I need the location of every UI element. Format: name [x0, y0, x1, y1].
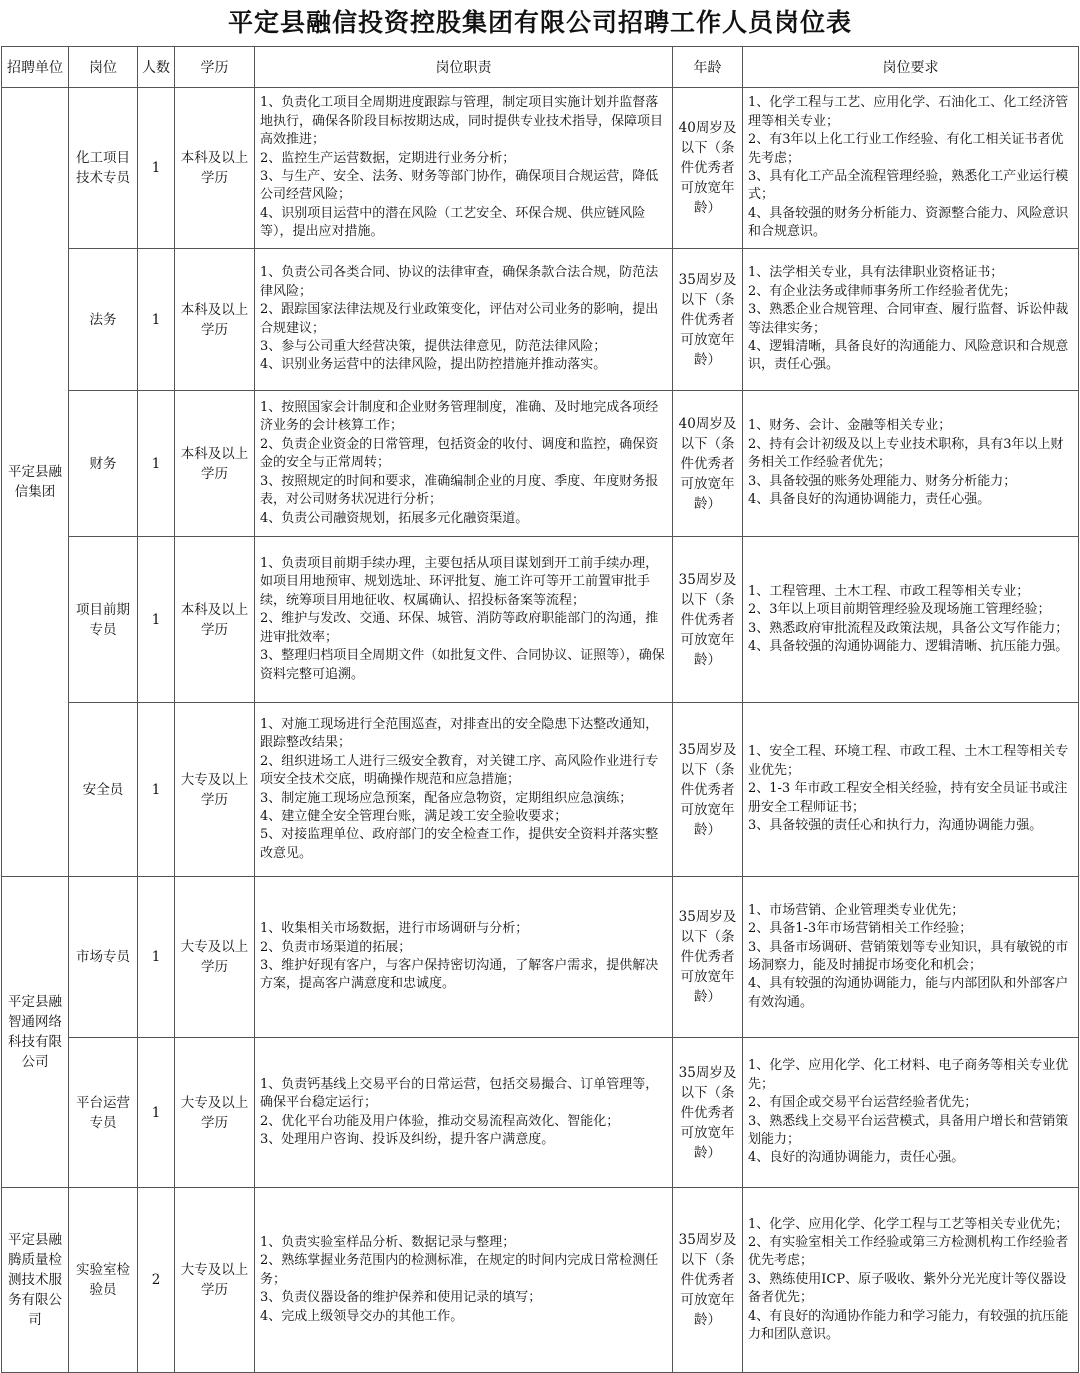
duty-line: 3、按照规定的时间和要求，准确编制企业的月度、季度、年度财务报表，对公司财务状况进行分析；: [260, 473, 659, 508]
requirement-line: 4、良好的沟通协调能力，责任心强。: [748, 1150, 965, 1166]
count-cell: 1: [138, 537, 175, 703]
age-cell: [673, 537, 743, 703]
requirement-line: 3、具有化工产品全流程管理经验，熟悉化工产业运行模式；: [748, 169, 1069, 203]
position-name: 平台运营专员: [76, 1094, 130, 1131]
position-cell: [69, 1188, 138, 1373]
education-cell: [175, 877, 255, 1038]
position-cell: [69, 537, 138, 703]
recruitment-table: [1, 46, 1079, 1373]
unit-name: 平定县融腾质量检测技术服务有限公司: [8, 1232, 62, 1328]
duty-line: 2、负责市场渠道的拓展；: [260, 939, 412, 955]
requirement-line: 1、化学、应用化学、化工材料、电子商务等相关专业优先；: [748, 1058, 1069, 1092]
table-row: [2, 1188, 1079, 1373]
duty-line: 1、负责化工项目全周期进度跟踪与管理，制定项目实施计划并监督落地执行，确保各阶段目标按期达成，同时提供专业技术指导，保障项目高效推进；: [260, 95, 664, 148]
requirement-line: 3、熟悉企业合规管理、合同审查、履行监督、诉讼仲裁等法律实务；: [748, 302, 1069, 336]
age-value: 40周岁及以下（条件优秀者可放宽年龄）: [678, 120, 737, 216]
education-value: 大专及以上学历: [180, 1094, 249, 1131]
duty-line: 1、收集相关市场数据，进行市场调研与分析；: [260, 921, 529, 937]
education-value: 本科及以上学历: [180, 301, 249, 338]
page-title: 平定县融信投资控股集团有限公司招聘工作人员岗位表: [227, 8, 852, 37]
duty-line: 2、维护与发改、交通、环保、城管、消防等政府职能部门的沟通，推进审批效率；: [260, 611, 659, 645]
duties-cell: [255, 1188, 673, 1373]
position-cell: [69, 703, 138, 877]
position-name: 安全员: [82, 781, 124, 798]
requirements-cell: [743, 249, 1079, 391]
requirements-cell: [743, 703, 1079, 877]
requirement-line: 3、熟悉线上交易平台运营模式，具备用户增长和营销策划能力；: [748, 1113, 1069, 1147]
age-cell: [673, 877, 743, 1038]
education-cell: [175, 703, 255, 877]
duty-line: 1、负责实验室样品分析、数据记录与整理；: [260, 1234, 516, 1250]
requirement-line: 2、具备1-3年市场营销相关工作经验；: [748, 921, 973, 937]
header-unit: 招聘单位: [2, 47, 69, 88]
position-name: 财务: [89, 455, 117, 472]
age-cell: [673, 249, 743, 391]
position-cell: [69, 88, 138, 249]
duty-line: 1、负责钙基线上交易平台的日常运营，包括交易撮合、订单管理等，确保平台稳定运行；: [260, 1076, 659, 1111]
count-cell: 1: [138, 877, 175, 1038]
unit-name: 平定县融智通网络科技有限公司: [8, 994, 62, 1070]
education-cell: [175, 391, 255, 537]
table-row: [2, 877, 1079, 1038]
header-age: 年龄: [673, 47, 743, 88]
position-name: 市场专员: [76, 949, 130, 965]
duties-cell: [255, 877, 673, 1038]
requirements-cell: [743, 391, 1079, 537]
duty-line: 3、维护好现有客户，与客户保持密切沟通，了解客户需求，提供解决方案，提高客户满意度和忠诚度。: [260, 958, 659, 992]
requirement-line: 2、持有会计初级及以上专业技术职称，具有3年以上财务相关工作经验者优先；: [748, 436, 1064, 471]
requirement-line: 2、1-3 年市政工程安全相关经验，持有安全员证书或注册安全工程师证书；: [748, 781, 1068, 815]
table-row: [2, 703, 1079, 877]
unit-cell: [2, 1188, 69, 1373]
education-value: 本科及以上学历: [180, 601, 249, 638]
duty-line: 1、对施工现场进行全范围巡查，对排查出的安全隐患下达整改通知，跟踪整改结果；: [260, 716, 659, 751]
duty-line: 4、负责公司融资规划，拓展多元化融资渠道。: [260, 510, 529, 526]
duty-line: 1、负责项目前期手续办理，主要包括从项目谋划到开工前手续办理，如项目用地预审、规划选址、环评批复、施工许可等开工前置审批手续，统筹项目用地征收、权属确认、招投标备案等流程；: [260, 556, 659, 608]
education-cell: [175, 537, 255, 703]
position-name: 化工项目技术专员: [76, 150, 130, 186]
count-cell: 1: [138, 88, 175, 249]
duty-line: 4、建立健全安全管理台账，满足竣工安全验收要求；: [260, 808, 568, 824]
requirement-line: 4、具备良好的沟通协调能力，责任心强。: [748, 492, 991, 508]
requirement-line: 4、具备较强的沟通协调能力、逻辑清晰、抗压能力强。: [748, 638, 1069, 654]
education-cell: [175, 249, 255, 391]
count-cell: 1: [138, 703, 175, 877]
duty-line: 5、对接监理单位、政府部门的安全检查工作，提供安全资料并落实整改意见。: [260, 827, 659, 861]
age-cell: [673, 391, 743, 537]
requirement-line: 2、3年以上项目前期管理经验及现场施工管理经验；: [748, 602, 1051, 618]
duty-line: 2、组织进场工人进行三级安全教育，对关键工序、高风险作业进行专项安全技术交底，明确操作规范和应急措施；: [260, 753, 659, 788]
age-value: 35周岁及以下（条件优秀者可放宽年龄）: [678, 741, 737, 838]
duty-line: 3、制定施工现场应急预案，配备应急物资，定期组织应急演练；: [260, 790, 633, 806]
duty-line: 3、参与公司重大经营决策，提供法律意见，防范法律风险；: [260, 338, 607, 354]
duty-line: 2、监控生产运营数据，定期进行业务分析；: [260, 150, 516, 166]
header-duties: 岗位职责: [255, 47, 673, 88]
table-row: [2, 249, 1079, 391]
duty-line: 2、熟练掌握业务范围内的检测标准，在规定的时间内完成日常检测任务；: [260, 1253, 659, 1287]
age-value: 35周岁及以下（条件优秀者可放宽年龄）: [678, 1232, 737, 1328]
duties-cell: [255, 703, 673, 877]
header-position: 岗位: [69, 47, 138, 88]
age-value: 35周岁及以下（条件优秀者可放宽年龄）: [678, 1064, 737, 1161]
education-cell: [175, 1038, 255, 1188]
duty-line: 1、按照国家会计制度和企业财务管理制度，准确、及时地完成各项经济业务的会计核算工作；: [260, 400, 659, 434]
age-cell: [673, 1038, 743, 1188]
requirement-line: 1、安全工程、环境工程、市政工程、土木工程等相关专业优先；: [748, 744, 1069, 778]
requirement-line: 1、市场营销、企业管理类专业优先；: [748, 902, 965, 918]
requirement-line: 1、工程管理、土木工程、市政工程等相关专业；: [748, 583, 1030, 599]
duty-line: 3、与生产、安全、法务、财务等部门协作，确保项目合规运营，降低公司经营风险；: [260, 169, 659, 203]
duty-line: 4、识别项目运营中的潜在风险（工艺安全、环保合规、供应链风险等），提出应对措施。: [260, 205, 646, 240]
requirement-line: 3、具备较强的账务处理能力、财务分析能力；: [748, 473, 1017, 489]
requirements-cell: [743, 537, 1079, 703]
requirement-line: 3、具备市场调研、营销策划等专业知识，具有敏锐的市场洞察力，能及时捕捉市场变化和机会；: [748, 939, 1069, 973]
count-cell: 2: [138, 1188, 175, 1373]
duties-cell: [255, 1038, 673, 1188]
requirement-line: 2、有国企或交易平台运营经验者优先；: [748, 1095, 978, 1111]
requirement-line: 2、有实验室相关工作经验或第三方检测机构工作经验者优先考虑；: [748, 1234, 1069, 1269]
age-value: 35周岁及以下（条件优秀者可放宽年龄）: [678, 571, 737, 668]
table-row: [2, 88, 1079, 249]
unit-cell: [2, 88, 69, 877]
requirements-cell: [743, 1038, 1079, 1188]
requirement-line: 1、化学工程与工艺、应用化学、石油化工、化工经济管理等相关专业；: [748, 95, 1069, 129]
position-cell: [69, 1038, 138, 1188]
requirements-cell: [743, 88, 1079, 249]
unit-name: 平定县融信集团: [8, 464, 62, 500]
requirement-line: 1、化学、应用化学、化学工程与工艺等相关专业优先；: [748, 1216, 1069, 1232]
education-value: 本科及以上学历: [180, 445, 249, 482]
header-requirements: 岗位要求: [743, 47, 1079, 88]
header-education: 学历: [175, 47, 255, 88]
header-count: 人数: [138, 47, 175, 88]
duty-line: 2、跟踪国家法律法规及行业政策变化，评估对公司业务的影响，提出合规建议；: [260, 302, 659, 336]
requirement-line: 2、有企业法务或律师事务所工作经验者优先；: [748, 283, 1017, 299]
count-cell: 1: [138, 391, 175, 537]
age-cell: [673, 703, 743, 877]
duties-cell: [255, 88, 673, 249]
requirement-line: 4、逻辑清晰，具备良好的沟通能力、风险意识和合规意识，责任心强。: [748, 338, 1069, 373]
table-row: [2, 391, 1079, 537]
position-cell: [69, 249, 138, 391]
age-value: 35周岁及以下（条件优秀者可放宽年龄）: [678, 909, 737, 1005]
position-cell: [69, 877, 138, 1038]
table-row: [2, 1038, 1079, 1188]
education-value: 大专及以上学历: [180, 939, 249, 975]
duty-line: 3、处理用户咨询、投诉及纠纷，提升客户满意度。: [260, 1131, 555, 1147]
duty-line: 4、完成上级领导交办的其他工作。: [260, 1308, 464, 1324]
unit-cell: [2, 877, 69, 1188]
education-value: 大专及以上学历: [180, 771, 249, 808]
duty-line: 3、负责仪器设备的维护保养和使用记录的填写；: [260, 1290, 542, 1306]
education-value: 本科及以上学历: [180, 150, 249, 186]
duty-line: 2、负责企业资金的日常管理，包括资金的收付、调度和监控，确保资金的安全与正常周转；: [260, 436, 659, 471]
requirement-line: 3、具备较强的责任心和执行力，沟通协调能力强。: [748, 818, 1043, 834]
duties-cell: [255, 537, 673, 703]
requirement-line: 1、财务、会计、金融等相关专业；: [748, 418, 952, 434]
requirement-line: 4、具备较强的财务分析能力、资源整合能力、风险意识和合规意识。: [748, 205, 1069, 240]
requirement-line: 2、有3年以上化工行业工作经验、有化工相关证书者优先考虑；: [748, 132, 1064, 166]
requirement-line: 4、有良好的沟通协作能力和学习能力，有较强的抗压能力和团队意识。: [748, 1308, 1069, 1343]
requirement-line: 3、熟练使用ICP、原子吸收、紫外分光光度计等仪器设备者优先；: [748, 1271, 1067, 1306]
requirement-line: 4、具有较强的沟通协调能力，能与内部团队和外部客户有效沟通。: [748, 976, 1069, 1010]
duty-line: 2、优化平台功能及用户体验，推动交易流程高效化、智能化；: [260, 1113, 620, 1129]
duty-line: 4、识别业务运营中的法律风险，提出防控措施并推动落实。: [260, 357, 607, 373]
position-name: 实验室检验员: [76, 1262, 130, 1298]
requirement-line: 1、法学相关专业，具有法律职业资格证书；: [748, 265, 1004, 281]
count-cell: 1: [138, 1038, 175, 1188]
position-cell: [69, 391, 138, 537]
position-name: 法务: [89, 311, 117, 328]
duties-cell: [255, 249, 673, 391]
position-name: 项目前期专员: [76, 601, 130, 638]
age-value: 35周岁及以下（条件优秀者可放宽年龄）: [678, 271, 737, 368]
age-cell: [673, 1188, 743, 1373]
table-row: [2, 537, 1079, 703]
age-value: 40周岁及以下（条件优秀者可放宽年龄）: [678, 415, 737, 512]
education-value: 大专及以上学历: [180, 1262, 249, 1298]
count-cell: 1: [138, 249, 175, 391]
requirements-cell: [743, 1188, 1079, 1373]
education-cell: [175, 88, 255, 249]
duty-line: 3、整理归档项目全周期文件（如批复文件、合同协议、证照等），确保资料完整可追溯。: [260, 648, 665, 682]
table-header-row: [2, 47, 1079, 88]
education-cell: [175, 1188, 255, 1373]
requirements-cell: [743, 877, 1079, 1038]
requirement-line: 3、熟悉政府审批流程及政策法规，具备公文写作能力；: [748, 620, 1069, 636]
duty-line: 1、负责公司各类合同、协议的法律审查，确保条款合法合规，防范法律风险；: [260, 265, 659, 299]
age-cell: [673, 88, 743, 249]
duties-cell: [255, 391, 673, 537]
